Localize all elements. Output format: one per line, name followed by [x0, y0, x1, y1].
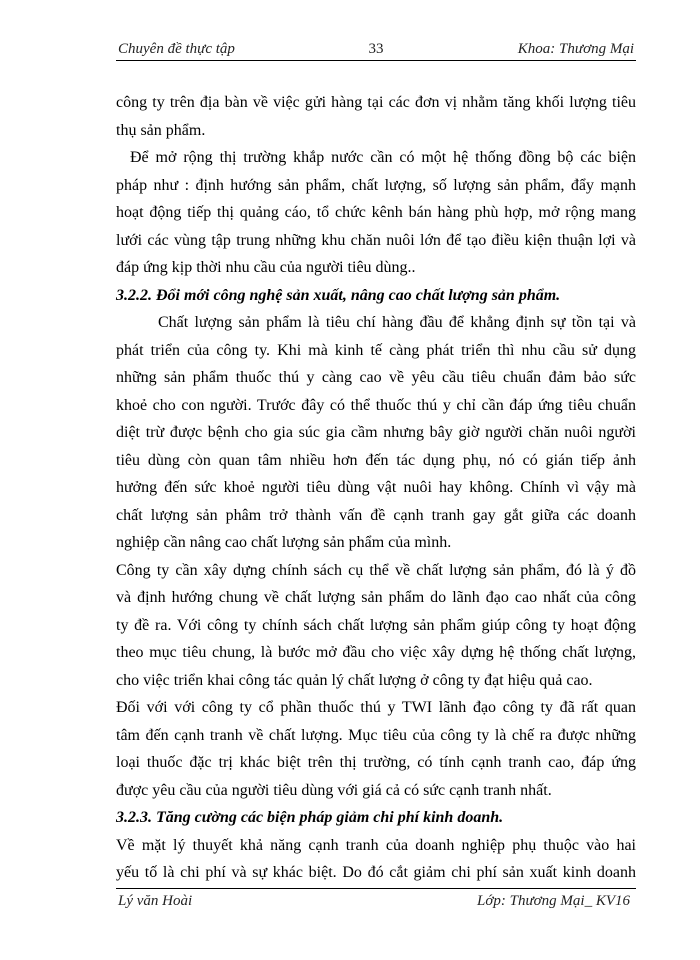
text-line: và định hướng chung về chất lượng sản phẩm do lãnh đạo cao nhất của công [116, 589, 636, 606]
text-line: hưởng đến sức khoẻ người tiêu dùng vật nuôi hay không. Chính vì vậy mà [116, 479, 636, 496]
text-line: khoẻ cho con người. Trước đây có thể thuốc thú y chỉ cần đáp ứng tiêu chuẩn [116, 396, 636, 414]
text-line: nghiệp cần nâng cao chất lượng sản phẩm của mình. [116, 534, 452, 551]
paragraph [116, 557, 636, 695]
text-line: đáp ứng kịp thời nhu cầu của người tiêu dùng.. [116, 259, 416, 276]
header-title: Chuyên đề thực tập [118, 41, 235, 57]
text-line: phát triển của công ty. Khi mà kinh tế càng phát triển thì nhu cầu sử dụng [116, 341, 636, 359]
text-line: chất lượng sản phâm trở thành vấn đề cạnh tranh gay gắt giữa các doanh [116, 506, 636, 524]
page-footer [116, 888, 636, 913]
text-line: tâm đến cạnh tranh về chất lượng. Mục tiêu của công ty là chế ra được những [116, 726, 636, 744]
text-line: công ty trên địa bàn về việc gửi hàng tại các đơn vị nhằm tăng khối lượng tiêu [116, 94, 636, 111]
section-heading [116, 804, 636, 832]
text-line: những sản phẩm thuốc thú y càng cao về yêu cầu tiêu chuẩn đảm bảo sức [116, 369, 636, 386]
header-department: Khoa: Thương Mại [517, 41, 634, 57]
paragraph [116, 144, 636, 282]
text-line: loại thuốc đặc trị khác biệt trên thị trường, có tính cạnh tranh cao, đáp ứng [116, 754, 636, 771]
text-line: 3.2.2. Đổi mới công nghệ sản xuất, nâng cao chất lượng sản phẩm. [116, 286, 561, 304]
text-line: Đối với với công ty cổ phần thuốc thú y TWI lãnh đạo công ty đã rất quan [116, 699, 636, 716]
paragraph [116, 832, 636, 887]
text-line: theo mục tiêu chung, là bước mở đầu cho việc xây dựng hệ thống chất lượng, [116, 644, 636, 661]
footer-author: Lý văn Hoài [118, 893, 193, 909]
paragraph [116, 309, 636, 557]
text-line: Công ty cần xây dựng chính sách cụ thể về chất lượng sản phẩm, đó là ý đồ [116, 561, 636, 579]
text-line: Để mở rộng thị trường khắp nước cần có một hệ thống đồng bộ các biện [130, 149, 636, 166]
footer-class: Lớp: Thương Mại_ KV16 [477, 893, 630, 909]
document-body [116, 89, 636, 887]
page-header [116, 38, 636, 61]
text-line: tiêu dùng còn quan tâm nhiều hơn đến tác dụng phụ, nó có gián tiếp ảnh [116, 451, 636, 469]
text-line: lưới các vùng tập trung những khu chăn nuôi lớn để tạo điều kiện thuận lợi và [116, 231, 636, 249]
paragraph [116, 89, 636, 144]
text-line: yếu tố là chi phí và sự khác biệt. Do đó cắt giảm chi phí sản xuất kinh doanh [116, 864, 636, 881]
text-line: diệt trừ được bệnh cho gia súc gia cầm nhưng bây giờ người chăn nuôi người [116, 424, 636, 441]
text-line: cho việc triển khai công tác quản lý chất lượng ở công ty đạt hiệu quả cao. [116, 671, 593, 689]
page-number: 33 [368, 41, 384, 57]
text-line: ty đề ra. Với công ty chính sách chất lượng sản phẩm giúp công ty hoạt động [116, 616, 636, 634]
text-line: 3.2.3. Tăng cường các biện pháp giảm chi phí kinh doanh. [116, 809, 504, 826]
section-heading [116, 282, 636, 310]
text-line: được yêu cầu của người tiêu dùng với giá cả có sức cạnh tranh nhất. [116, 781, 552, 799]
text-line: pháp như : định hướng sản phẩm, chất lượng, số lượng sản phẩm, đẩy mạnh [116, 176, 636, 194]
text-line: Chất lượng sản phẩm là tiêu chí hàng đầu để khẳng định sự tồn tại và [158, 314, 636, 331]
text-line: thụ sản phẩm. [116, 121, 206, 139]
paragraph [116, 694, 636, 804]
text-line: Về mặt lý thuyết khả năng cạnh tranh của doanh nghiệp phụ thuộc vào hai [116, 836, 636, 854]
text-line: hoạt động tiếp thị quảng cáo, tổ chức kênh bán hàng phù hợp, mở rộng mang [116, 204, 636, 221]
